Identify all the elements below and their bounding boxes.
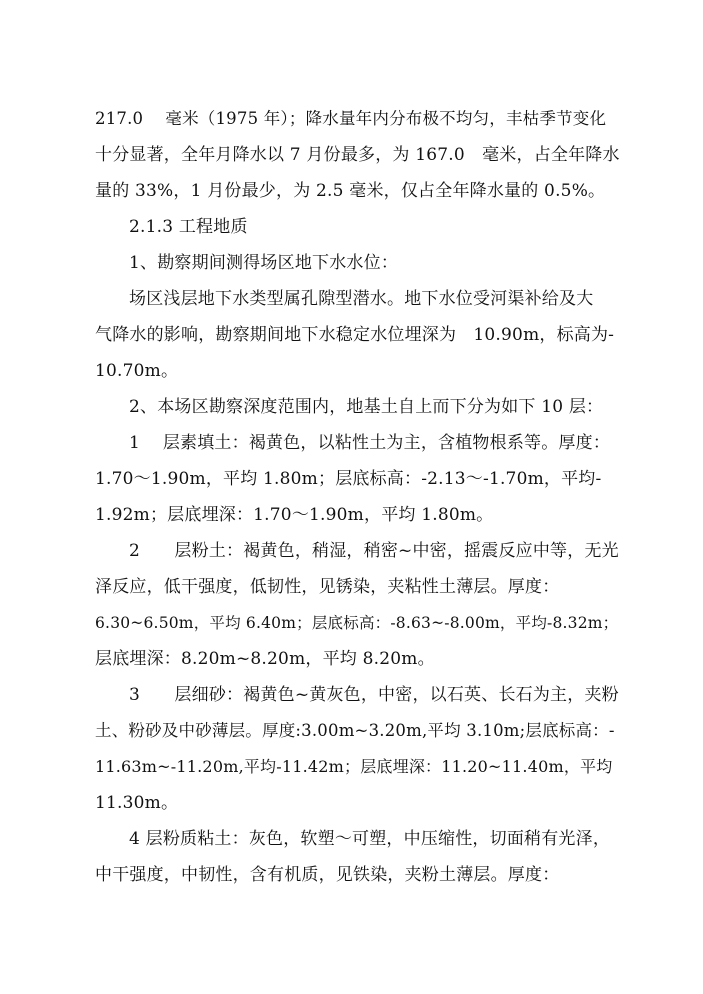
text-line-21: 4 层粉质粘土：灰色，软塑～可塑，中压缩性，切面稍有光泽， xyxy=(129,829,611,849)
text-line-9: 2、本场区勘察深度范围内，地基土自上而下分为如下 10 层： xyxy=(129,397,604,417)
text-line-2: 十分显著，全年月降水以 7 月份最多，为 167.0 毫米，占全年降水 xyxy=(95,145,620,165)
text-line-18: 土、粉砂及中砂薄层。厚度:3.00m~3.20m,平均 3.10m;层底标高：- xyxy=(95,721,615,740)
text-line-12: 1.92m；层底埋深：1.70～1.90m，平均 1.80m。 xyxy=(95,505,494,525)
text-line-16: 层底埋深：8.20m~8.20m，平均 8.20m。 xyxy=(95,649,435,669)
text-line-20: 11.30m。 xyxy=(95,793,179,813)
text-line-13: 2 层粉土：褐黄色，稍湿，稍密~中密，摇震反应中等，无光 xyxy=(129,541,619,561)
text-line-3: 量的 33%，1 月份最少，为 2.5 毫米，仅占全年降水量的 0.5%。 xyxy=(95,181,606,201)
text-line-15: 6.30~6.50m，平均 6.40m；层底标高：-8.63~-8.00m，平均-8.32m； xyxy=(95,614,619,632)
text-line-14: 泽反应，低干强度，低韧性，见锈染，夹粘性土薄层。厚度： xyxy=(95,577,560,597)
text-line-7: 气降水的影响，勘察期间地下水稳定水位埋深为 10.90m，标高为- xyxy=(95,325,615,345)
text-line-22: 中干强度，中韧性，含有机质，见铁染，夹粉土薄层。厚度： xyxy=(95,865,560,885)
text-line-17: 3 层细砂：褐黄色~黄灰色，中密，以石英、长石为主，夹粉 xyxy=(129,685,619,705)
text-line-19: 11.63m~-11.20m,平均-11.42m；层底埋深：11.20~11.40m，平均 xyxy=(95,757,613,776)
text-line-11: 1.70～1.90m，平均 1.80m；层底标高：-2.13～-1.70m，平均- xyxy=(95,469,602,489)
text-line-1: 217.0 毫米（1975 年）；降水量年内分布极不均匀，丰枯季节变化 xyxy=(95,109,607,128)
text-line-5: 1、勘察期间测得场区地下水水位： xyxy=(129,253,399,273)
text-line-6: 场区浅层地下水类型属孔隙型潜水。地下水位受河渠补给及大 xyxy=(129,289,594,309)
section-heading: 2.1.3 工程地质 xyxy=(129,217,248,237)
text-line-8: 10.70m。 xyxy=(95,361,179,381)
text-line-10: 1 层素填土：褐黄色，以粘性土为主，含植物根系等。厚度： xyxy=(129,433,611,453)
